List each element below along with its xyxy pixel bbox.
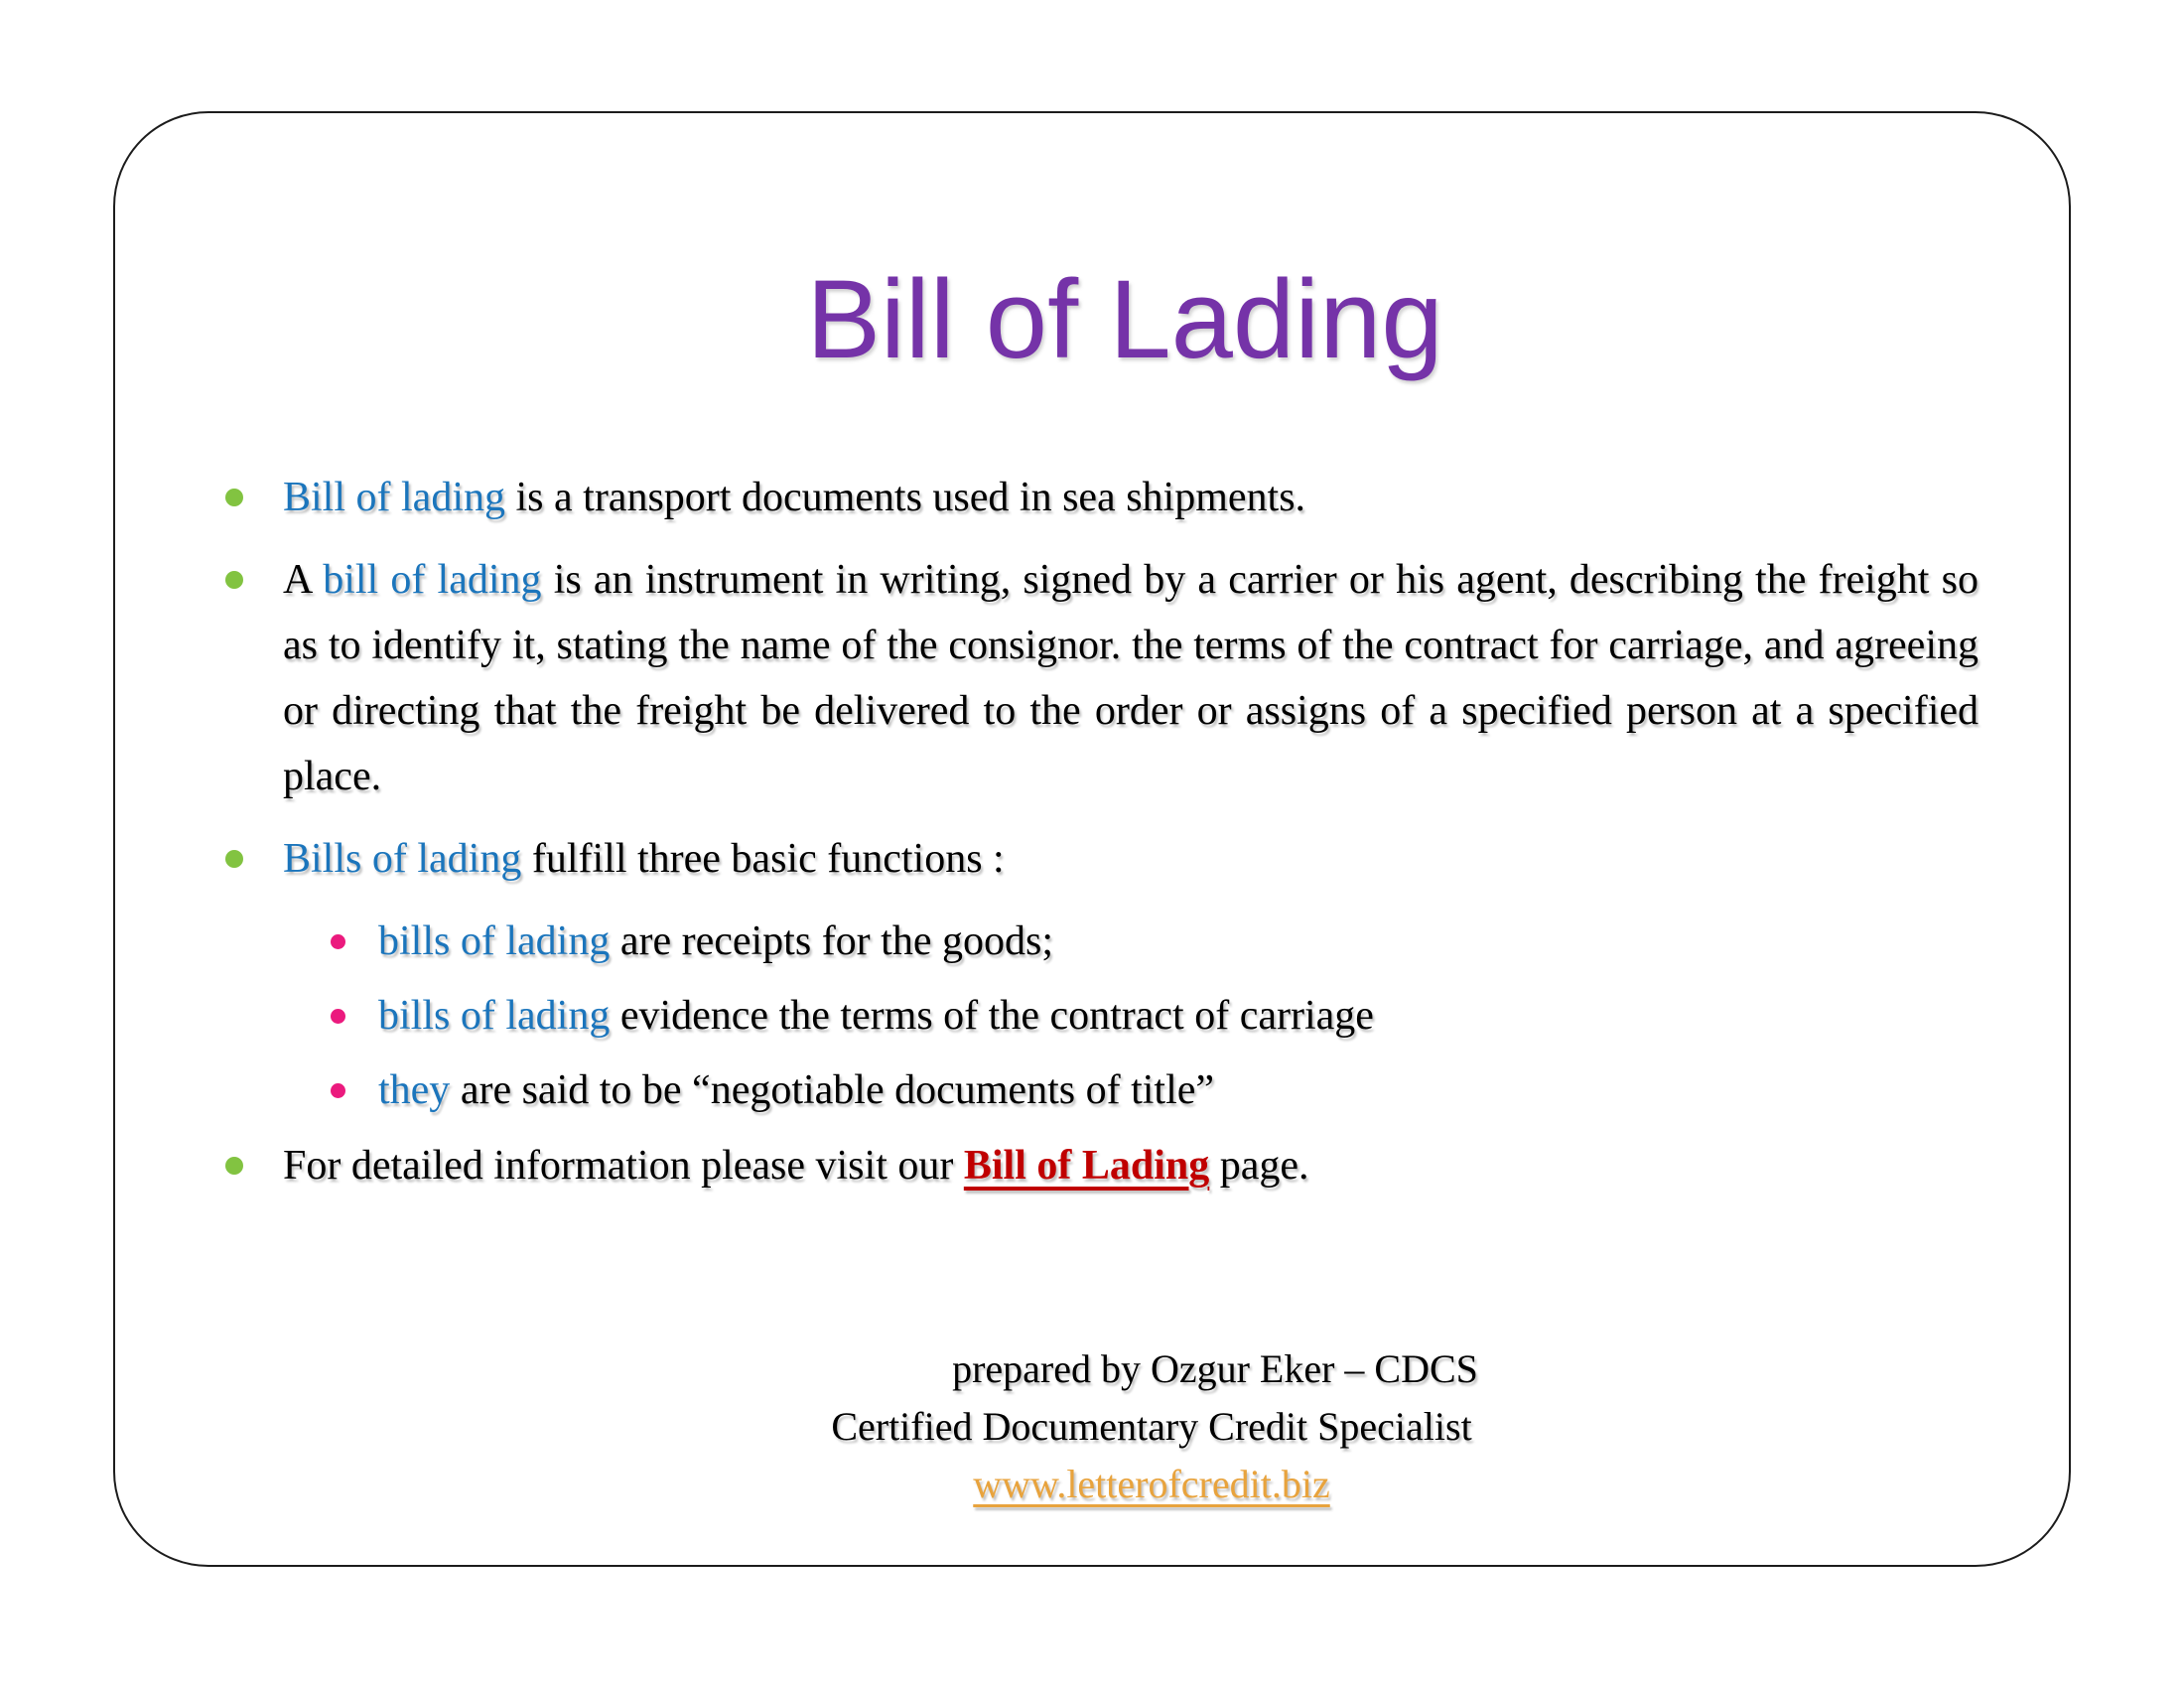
bullet-text: is an instrument in writing, signed by a carrier or his agent, describing the freight so as to identify it, stating the name of the consignor. the terms of the contract for carriage, and agreeing or directing that the freight be delivered to the order or assigns of a specified person at a specified place. — [283, 557, 1979, 799]
footer-certification: Certified Documentary Credit Specialist — [831, 1404, 1472, 1449]
slide-footer — [124, 1340, 2179, 1513]
term-bills-of-lading: Bills of lading — [283, 836, 522, 882]
bullet-icon — [225, 571, 243, 589]
sub-bullet-icon — [331, 934, 345, 949]
sub-list-item — [327, 983, 1979, 1049]
bill-of-lading-page-link[interactable]: Bill of Lading — [963, 1143, 1210, 1189]
list-item — [223, 826, 1979, 892]
term-they: they — [378, 1067, 451, 1113]
bullet-icon — [225, 850, 243, 868]
slide-body — [223, 465, 1979, 1215]
term-bill-of-lading: Bill of lading — [283, 475, 505, 520]
sub-bullet-list — [327, 909, 1979, 1123]
sub-list-item — [327, 1057, 1979, 1123]
bullet-text: page. — [1209, 1143, 1309, 1189]
letterofcredit-website-link[interactable]: www.letterofcredit.biz — [973, 1462, 1330, 1506]
sub-bullet-icon — [331, 1083, 345, 1098]
term-bills-of-lading: bills of lading — [378, 993, 611, 1039]
list-item — [223, 1133, 1979, 1198]
bullet-list — [223, 465, 1979, 1198]
footer-prepared-by: prepared by Ozgur Eker – CDCS — [952, 1346, 1478, 1391]
bullet-text: For detailed information please visit our — [283, 1143, 964, 1189]
bullet-text: evidence the terms of the contract of carriage — [610, 993, 1374, 1039]
term-bill-of-lading: bill of lading — [323, 557, 542, 603]
list-item — [223, 547, 1979, 809]
list-item — [223, 465, 1979, 530]
bullet-text: are said to be “negotiable documents of title” — [450, 1067, 1215, 1113]
bullet-text: is a transport documents used in sea shipments. — [505, 475, 1306, 520]
sub-list-item — [327, 909, 1979, 974]
slide-title: Bill of Lading — [806, 257, 1443, 381]
bullet-text: A — [283, 557, 324, 603]
bullet-icon — [225, 489, 243, 506]
bullet-text: fulfill three basic functions : — [521, 836, 1005, 882]
term-bills-of-lading: bills of lading — [378, 918, 611, 964]
bullet-text: are receipts for the goods; — [610, 918, 1053, 964]
bullet-icon — [225, 1157, 243, 1175]
sub-bullet-icon — [331, 1009, 345, 1024]
